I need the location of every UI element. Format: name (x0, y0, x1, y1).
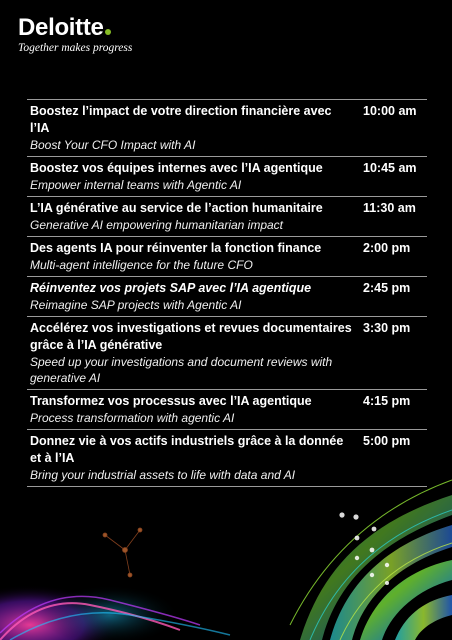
session-title: Donnez vie à vos actifs industriels grâce à la donnée et à l’IA (30, 434, 344, 465)
agenda-texts (30, 240, 352, 273)
session-title: Des agents IA pour réinventer la fonction finance (30, 241, 322, 255)
brand-header (18, 14, 132, 54)
session-time: 10:45 am (363, 161, 417, 175)
session-time: 2:00 pm (363, 241, 411, 255)
session-subtitle: Generative AI empowering humanitarian impact (30, 218, 284, 232)
session-subtitle: Empower internal teams with Agentic AI (30, 178, 242, 192)
agenda-texts (30, 320, 352, 386)
agenda-texts (30, 200, 352, 233)
session-subtitle: Reimagine SAP projects with Agentic AI (30, 298, 242, 312)
session-time: 2:45 pm (363, 281, 411, 295)
session-time: 5:00 pm (363, 434, 411, 448)
agenda-row (27, 317, 427, 390)
session-title: Boostez l’impact de votre direction financière avec l’IA (30, 104, 332, 135)
session-subtitle: Speed up your investigations and document reviews with generative AI (30, 355, 333, 385)
agenda-row (27, 390, 427, 430)
agenda-row (27, 237, 427, 277)
session-time: 4:15 pm (363, 394, 411, 408)
session-subtitle: Process transformation with agentic AI (30, 411, 235, 425)
agenda-row (27, 197, 427, 237)
logo-green-dot (105, 29, 111, 35)
agenda-texts (30, 160, 352, 193)
session-subtitle: Boost Your CFO Impact with AI (30, 138, 196, 152)
agenda-texts (30, 103, 352, 153)
agenda-texts (30, 280, 352, 313)
logo-text: Deloitte (18, 14, 104, 41)
agenda-row (27, 277, 427, 317)
session-time: 3:30 pm (363, 321, 411, 335)
agenda-row (27, 100, 427, 157)
session-title: Boostez vos équipes internes avec l’IA agentique (30, 161, 323, 175)
decorative-wave-graphic (0, 455, 452, 640)
session-title: Transformez vos processus avec l’IA agentique (30, 394, 312, 408)
session-title: Accélérez vos investigations et revues documentaires grâce à l’IA générative (30, 321, 352, 352)
session-title: L’IA générative au service de l’action humanitaire (30, 201, 323, 215)
agenda-row (27, 157, 427, 197)
tagline: Together makes progress (18, 42, 133, 54)
deloitte-logo (18, 14, 132, 42)
session-subtitle: Bring your industrial assets to life with data and AI (30, 468, 296, 482)
session-title: Réinventez vos projets SAP avec l’IA agentique (30, 281, 312, 295)
session-time: 10:00 am (363, 104, 417, 118)
session-subtitle: Multi-agent intelligence for the future CFO (30, 258, 253, 272)
agenda-texts (30, 393, 352, 426)
agenda-table (27, 99, 427, 487)
session-time: 11:30 am (363, 201, 416, 215)
